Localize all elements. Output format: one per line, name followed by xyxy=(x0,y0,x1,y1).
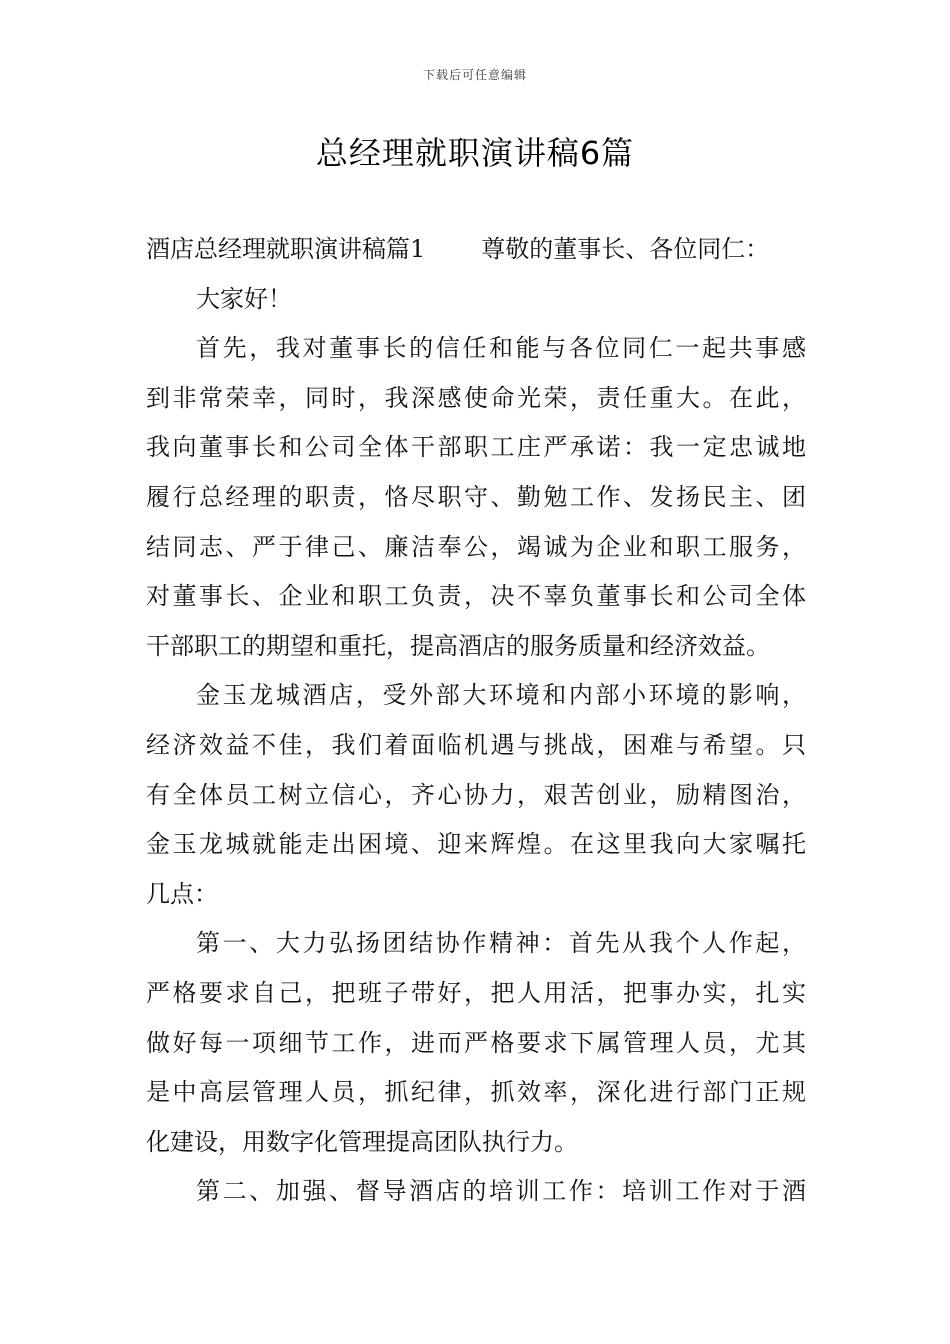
paragraph-line: 到非常荣幸，同时，我深感使命光荣，责任重大。在此， xyxy=(146,383,806,412)
opening-line xyxy=(146,225,806,275)
paragraph-line: 是中高层管理人员，抓纪律，抓效率，深化进行部门正规 xyxy=(146,1078,806,1107)
paragraph-line: 结同志、严于律己、廉洁奉公，竭诚为企业和职工服务， xyxy=(146,532,806,561)
paragraph-line: 化建设，用数字化管理提高团队执行力。 xyxy=(146,1127,578,1156)
paragraph-line: 履行总经理的职责，恪尽职守、勤勉工作、发扬民主、团 xyxy=(146,482,806,511)
paragraph-line: 对董事长、企业和职工负责，决不辜负董事长和公司全体 xyxy=(146,582,806,611)
paragraph-line: 第二、加强、督导酒店的培训工作：培训工作对于酒 xyxy=(196,1177,806,1206)
paragraph-line: 金玉龙城酒店，受外部大环境和内部小环境的影响， xyxy=(196,681,806,710)
paragraph-line: 干部职工的期望和重托，提高酒店的服务质量和经济效益。 xyxy=(146,631,770,660)
paragraph-line: 我向董事长和公司全体干部职工庄严承诺：我一定忠诚地 xyxy=(146,433,806,462)
paragraph-line: 有全体员工树立信心，齐心协力，艰苦创业，励精图治， xyxy=(146,780,806,809)
paragraph-line: 第一、大力弘扬团结协作精神：首先从我个人作起， xyxy=(196,929,806,958)
salutation: 尊敬的董事长、各位同仁： xyxy=(481,235,770,263)
paragraph-line: 首先，我对董事长的信任和能与各位同仁一起共事感 xyxy=(196,334,806,363)
paragraph-line: 做好每一项细节工作，进而严格要求下属管理人员，尤其 xyxy=(146,1028,806,1057)
document-title: 总经理就职演讲稿6篇 xyxy=(315,134,635,172)
paragraph-line: 金玉龙城就能走出困境、迎来辉煌。在这里我向大家嘱托 xyxy=(146,830,806,859)
paragraph-line: 几点： xyxy=(146,879,218,908)
document-body xyxy=(146,225,806,1217)
paragraph-line: 严格要求自己，把班子带好，把人用活，把事办实，扎实 xyxy=(146,978,806,1007)
header-note: 下载后可任意编辑 xyxy=(422,68,527,82)
speech-heading: 酒店总经理就职演讲稿篇1 xyxy=(146,235,426,263)
paragraph-line: 大家好！ xyxy=(196,284,292,313)
paragraph-line: 经济效益不佳，我们着面临机遇与挑战，困难与希望。只 xyxy=(146,730,806,759)
